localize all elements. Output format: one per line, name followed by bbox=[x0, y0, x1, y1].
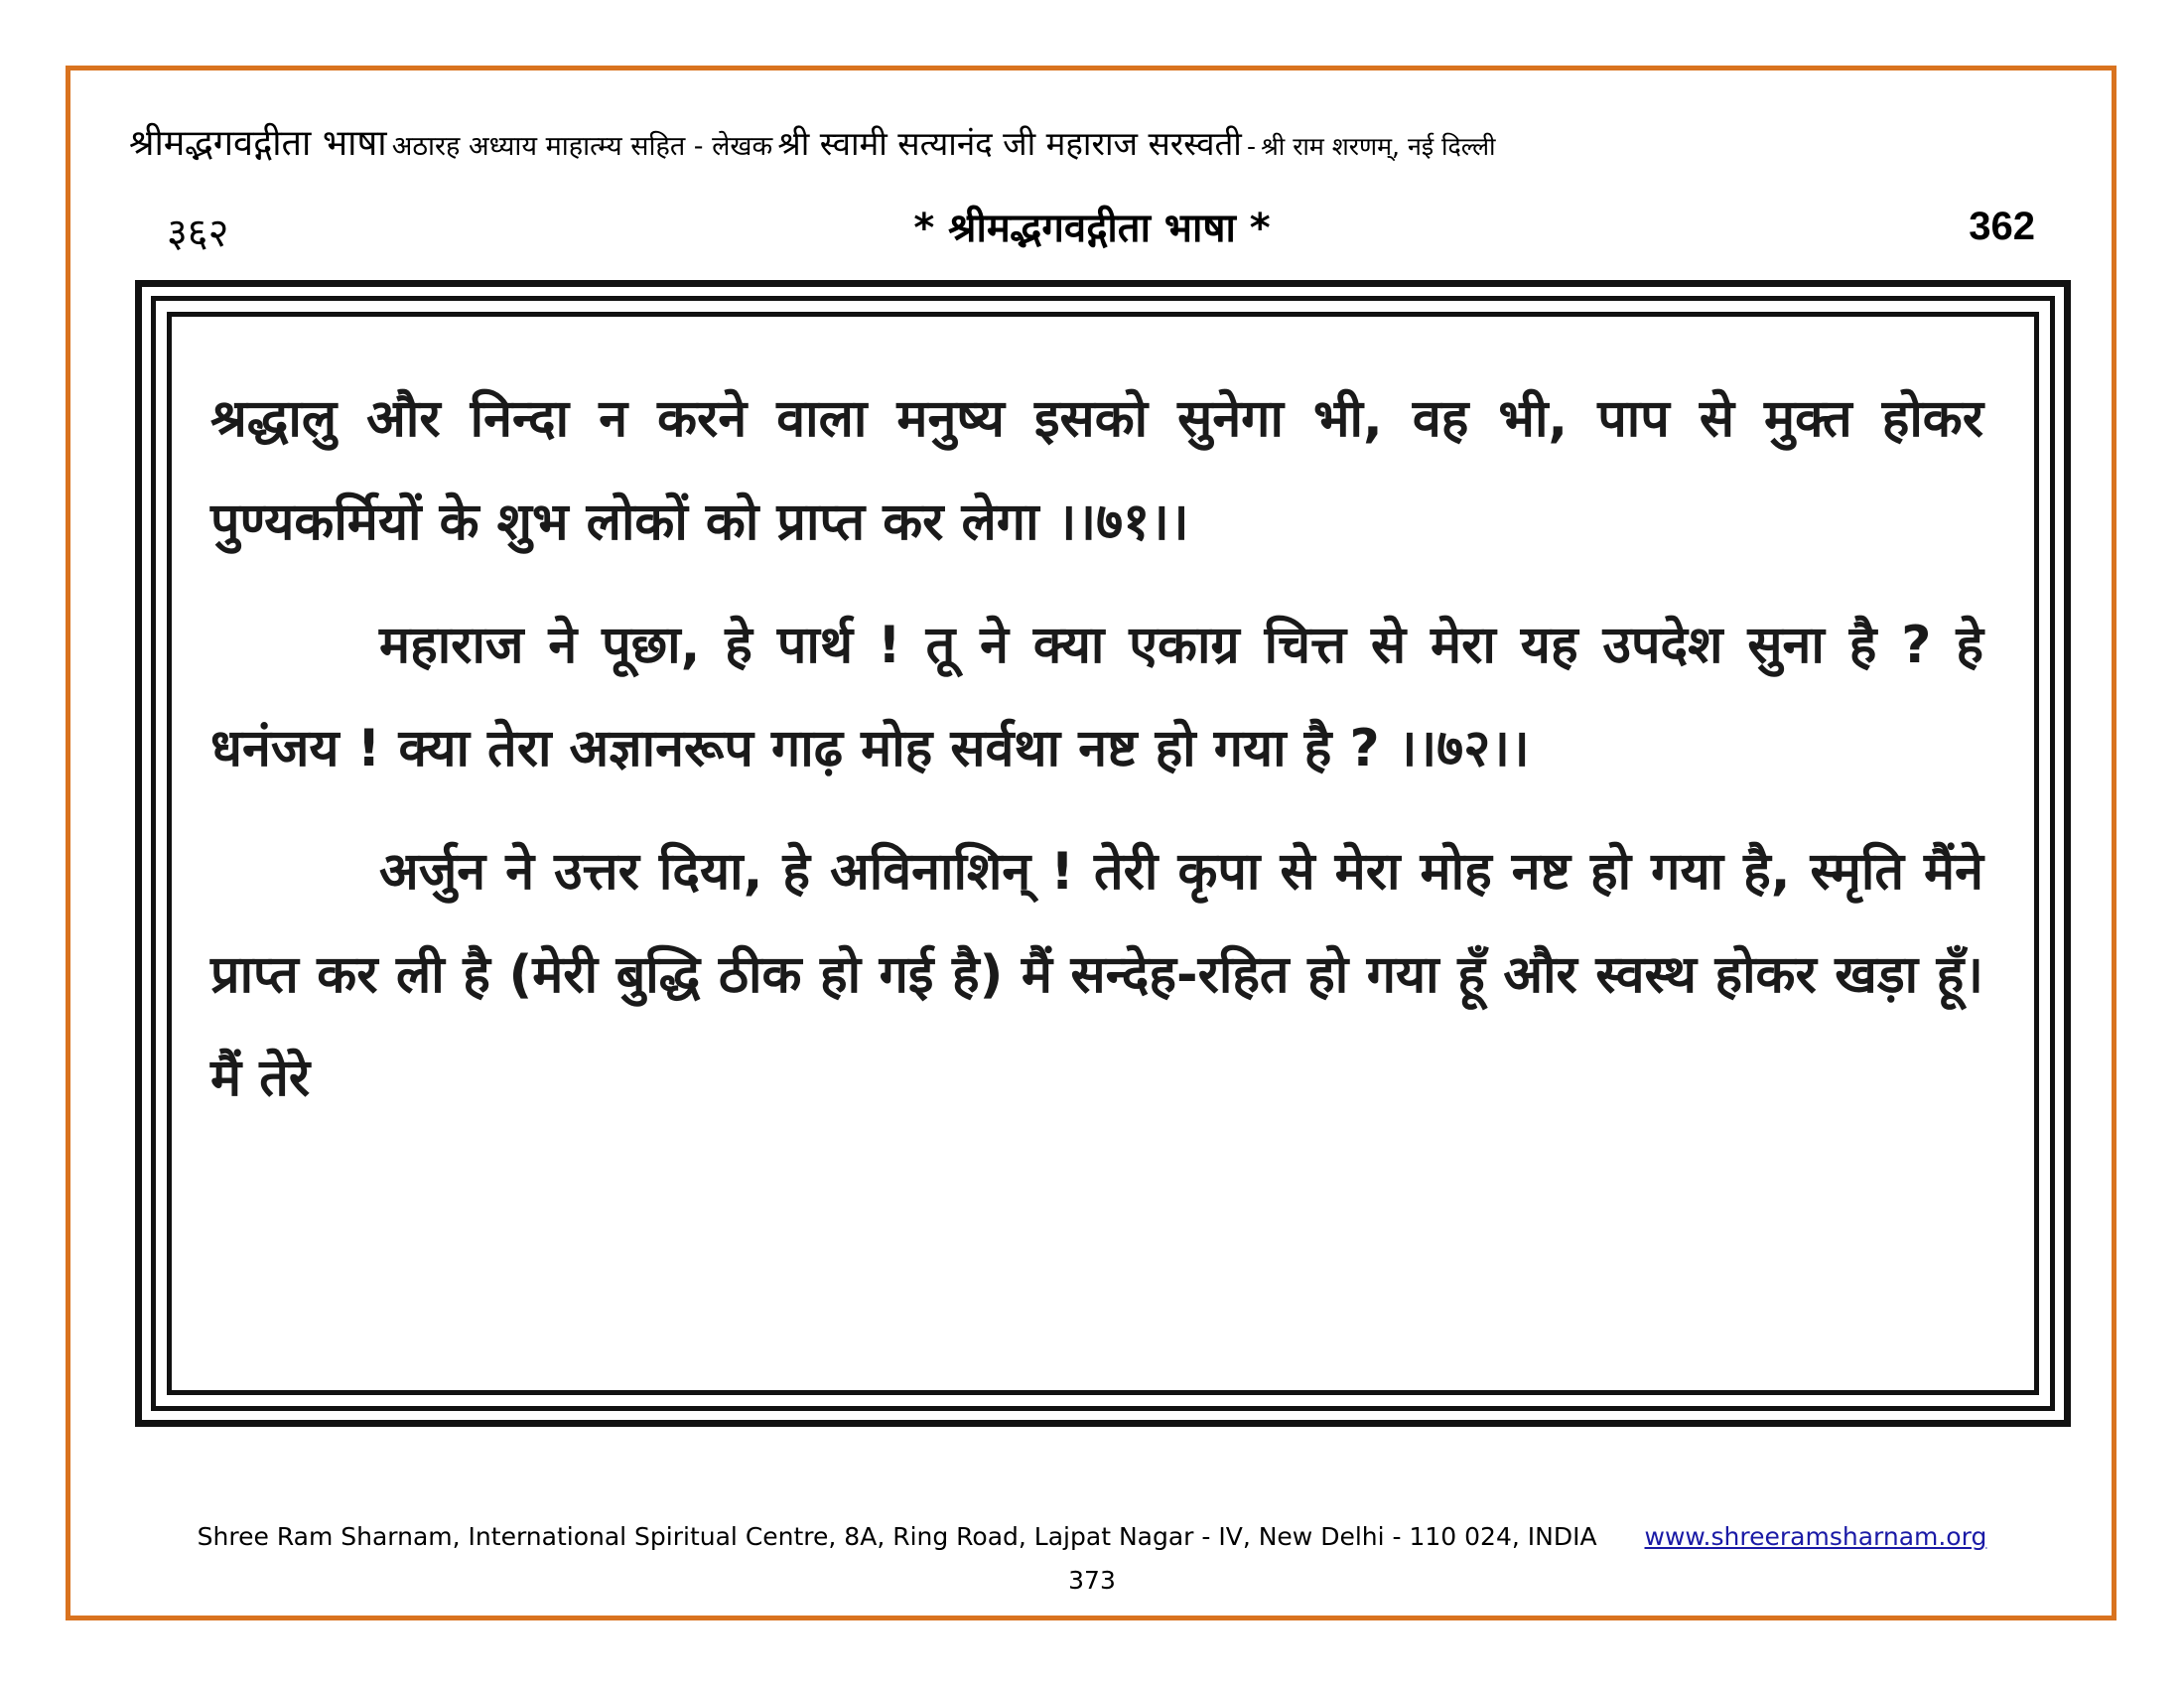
book-title: श्रीमद्भगवद्गीता भाषा bbox=[129, 123, 387, 164]
book-subtitle: अठारह अध्याय माहात्म्य सहित - लेखक bbox=[391, 131, 773, 162]
footer-address: Shree Ram Sharnam, International Spiritual Centre, 8A, Ring Road, Lajpat Nagar - IV, New Delhi - 110 024, INDIA bbox=[197, 1522, 1597, 1551]
page-number-latin: 362 bbox=[1969, 205, 2035, 248]
header-separator: - bbox=[1246, 132, 1256, 161]
running-head: * श्रीमद्भगवद्गीता भाषा * bbox=[913, 206, 1271, 251]
book-header bbox=[129, 117, 2075, 166]
verse-text-area bbox=[210, 367, 1983, 1150]
verse-73: अर्जुन ने उत्तर दिया, हे अविनाशिन् ! तेरी कृपा से मेरा मोह नष्ट हो गया है, स्मृति मैंने प्राप्त कर ली है (मेरी बुद्धि ठीक हो गई है) मैं सन्देह-रहित हो गया हूँ और स्वस्थ होकर खड़ा हूँ। मैं तेरे bbox=[210, 842, 1983, 1108]
verse-72: महाराज ने पूछा, हे पार्थ ! तू ने क्या एकाग्र चित्त से मेरा यह उपदेश सुना है ? हे धनंजय ! क्या तेरा अज्ञानरूप गाढ़ मोह सर्वथा नष्ट हो गया है ? ।।७२।। bbox=[210, 616, 1983, 778]
footer-page-number: 373 bbox=[1068, 1566, 1116, 1595]
verse-71: श्रद्धालु और निन्दा न करने वाला मनुष्य इसको सुनेगा भी, वह भी, पाप से मुक्त होकर पुण्यकर्मियों के शुभ लोकों को प्राप्त कर लेगा ।।७१।। bbox=[210, 389, 1983, 552]
publisher-place: श्री राम शरणम्, नई दिल्ली bbox=[1261, 132, 1496, 161]
page-number-devanagari: ३६२ bbox=[167, 211, 229, 256]
book-author: श्री स्वामी सत्यानंद जी महाराज सरस्वती bbox=[777, 124, 1242, 163]
footer-address-line bbox=[0, 1522, 2184, 1551]
footer-website-link[interactable]: www.shreeramsharnam.org bbox=[1644, 1522, 1987, 1551]
